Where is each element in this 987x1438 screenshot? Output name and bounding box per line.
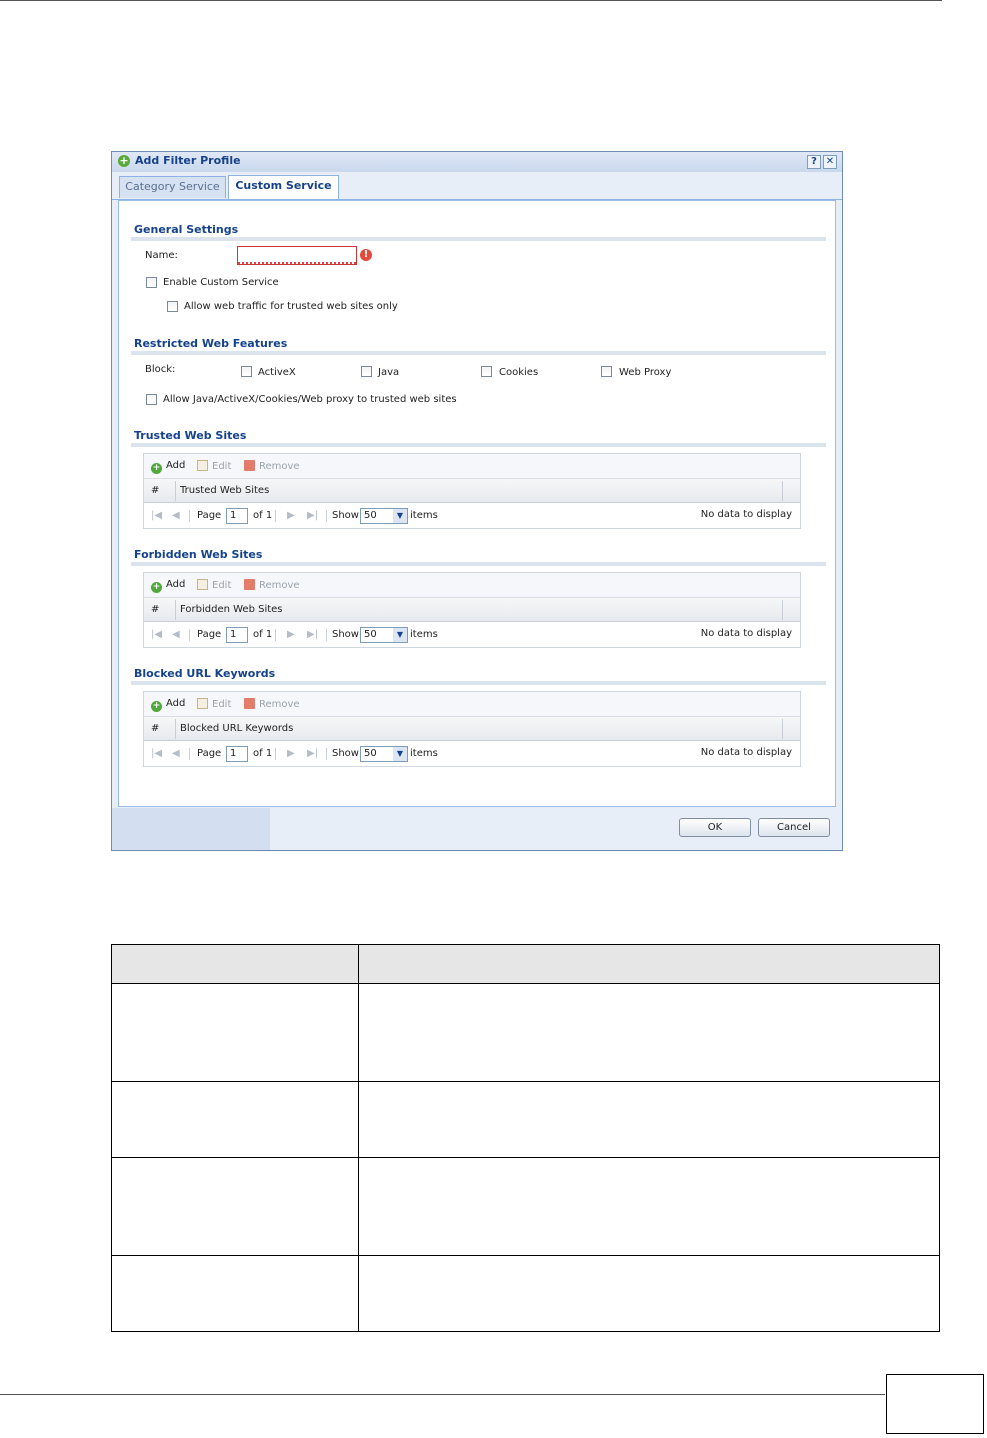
dialog-titlebar xyxy=(112,152,842,172)
column-separator xyxy=(782,600,783,620)
table-cell xyxy=(112,1158,359,1256)
grid-pager xyxy=(144,622,800,648)
table-cell xyxy=(112,1256,359,1332)
remove-button[interactable]: Remove xyxy=(244,460,300,472)
column-header-index: # xyxy=(151,723,160,734)
pager-separator xyxy=(275,748,276,760)
enable-custom-service-checkbox[interactable] xyxy=(146,277,157,288)
table-header-row xyxy=(112,945,940,984)
table-row xyxy=(112,1256,940,1332)
page-label: Page xyxy=(197,629,222,640)
tab-custom-service[interactable]: Custom Service xyxy=(228,175,339,199)
block-label: Block: xyxy=(145,364,176,375)
next-page-icon[interactable]: ▶ xyxy=(287,629,295,640)
table-header-cell xyxy=(112,945,359,984)
enable-custom-service-label: Enable Custom Service xyxy=(163,277,279,288)
section-title-blocked-url-keywords: Blocked URL Keywords xyxy=(134,667,276,680)
pager-separator xyxy=(275,629,276,641)
no-data-text: No data to display xyxy=(700,747,792,758)
cookies-checkbox[interactable] xyxy=(481,366,492,377)
edit-button[interactable]: Edit xyxy=(197,579,231,591)
pager-separator xyxy=(326,629,327,641)
chevron-down-icon: ▼ xyxy=(393,628,407,642)
web-proxy-label: Web Proxy xyxy=(619,367,672,378)
allow-trusted-only-label: Allow web traffic for trusted web sites only xyxy=(184,301,398,312)
prev-page-icon[interactable]: ◀ xyxy=(172,748,180,759)
column-header-index: # xyxy=(151,485,160,496)
trash-icon xyxy=(244,579,255,590)
tab-content-panel xyxy=(118,200,836,807)
first-page-icon[interactable]: |◀ xyxy=(151,748,163,759)
java-checkbox[interactable] xyxy=(361,366,372,377)
add-button[interactable]: + Add xyxy=(152,579,186,592)
last-page-icon[interactable]: ▶| xyxy=(307,510,319,521)
section-divider xyxy=(131,443,826,447)
add-icon: + xyxy=(152,463,161,473)
allow-trusted-only-checkbox[interactable] xyxy=(167,301,178,312)
column-header-blocked-url-keywords[interactable]: Blocked URL Keywords xyxy=(180,723,294,734)
cookies-label: Cookies xyxy=(499,367,539,378)
page-number-input[interactable]: 1 xyxy=(226,508,248,524)
edit-icon xyxy=(197,698,208,709)
page-number-input[interactable]: 1 xyxy=(226,627,248,643)
allow-features-trusted-label: Allow Java/ActiveX/Cookies/Web proxy to trusted web sites xyxy=(163,394,457,405)
pager-separator xyxy=(326,510,327,522)
add-profile-icon: + xyxy=(119,154,129,167)
page-count-label: of 1 xyxy=(253,748,273,759)
table-cell xyxy=(112,1082,359,1158)
items-label: items xyxy=(410,748,438,759)
blocked-url-keywords-grid xyxy=(143,691,801,767)
table-row xyxy=(112,984,940,1082)
pager-separator xyxy=(275,510,276,522)
page-label: Page xyxy=(197,510,222,521)
table-cell xyxy=(359,1256,940,1332)
chevron-down-icon: ▼ xyxy=(393,747,407,761)
column-separator xyxy=(782,481,783,501)
edit-icon xyxy=(197,579,208,590)
section-divider xyxy=(131,681,826,685)
java-label: Java xyxy=(378,367,400,378)
remove-button[interactable]: Remove xyxy=(244,579,300,591)
section-title-trusted-web-sites: Trusted Web Sites xyxy=(134,429,247,442)
web-proxy-checkbox[interactable] xyxy=(601,366,612,377)
chevron-down-icon: ▼ xyxy=(393,509,407,523)
edit-icon xyxy=(197,460,208,471)
trash-icon xyxy=(244,460,255,471)
table-row xyxy=(112,1158,940,1256)
show-label: Show xyxy=(332,629,359,640)
show-label: Show xyxy=(332,510,359,521)
column-separator xyxy=(782,719,783,739)
table-header-cell xyxy=(359,945,940,984)
add-filter-profile-dialog xyxy=(111,151,843,851)
page-footer-rule xyxy=(0,1394,885,1395)
page-size-select[interactable]: 50 ▼ xyxy=(360,746,408,762)
grid-header xyxy=(144,598,800,622)
trash-icon xyxy=(244,698,255,709)
cancel-button[interactable]: Cancel xyxy=(758,818,830,837)
grid-header xyxy=(144,717,800,741)
section-divider xyxy=(131,562,826,566)
edit-button[interactable]: Edit xyxy=(197,460,231,472)
prev-page-icon[interactable]: ◀ xyxy=(172,629,180,640)
grid-toolbar xyxy=(144,573,800,598)
column-header-trusted-web-sites[interactable]: Trusted Web Sites xyxy=(180,485,270,496)
column-header-index: # xyxy=(151,604,160,615)
edit-button[interactable]: Edit xyxy=(197,698,231,710)
ok-button[interactable]: OK xyxy=(679,818,751,837)
name-input[interactable] xyxy=(237,246,357,265)
grid-header xyxy=(144,479,800,503)
help-icon[interactable]: ? xyxy=(807,155,821,169)
column-separator xyxy=(175,600,176,620)
grid-pager xyxy=(144,741,800,767)
forbidden-web-sites-grid xyxy=(143,572,801,648)
items-label: items xyxy=(410,629,438,640)
column-header-forbidden-web-sites[interactable]: Forbidden Web Sites xyxy=(180,604,283,615)
column-separator xyxy=(175,719,176,739)
name-label: Name: xyxy=(145,250,178,261)
first-page-icon[interactable]: |◀ xyxy=(151,629,163,640)
remove-button[interactable]: Remove xyxy=(244,698,300,710)
activex-label: ActiveX xyxy=(258,367,296,378)
trusted-web-sites-grid xyxy=(143,453,801,529)
dialog-footer-panel xyxy=(112,808,270,850)
table-cell xyxy=(359,1082,940,1158)
add-button[interactable]: + Add xyxy=(152,460,186,473)
table-row xyxy=(112,1082,940,1158)
no-data-text: No data to display xyxy=(700,509,792,520)
table-cell xyxy=(359,1158,940,1256)
dialog-title: Add Filter Profile xyxy=(135,154,241,167)
pager-separator xyxy=(189,510,190,522)
page-label: Page xyxy=(197,748,222,759)
page-size-select[interactable]: 50 ▼ xyxy=(360,627,408,643)
allow-features-trusted-checkbox[interactable] xyxy=(146,394,157,405)
section-title-restricted-web-features: Restricted Web Features xyxy=(134,337,288,350)
page-count-label: of 1 xyxy=(253,510,273,521)
section-title-forbidden-web-sites: Forbidden Web Sites xyxy=(134,548,263,561)
add-icon: + xyxy=(152,701,161,711)
section-divider xyxy=(131,237,826,241)
grid-pager xyxy=(144,503,800,529)
add-button[interactable]: + Add xyxy=(152,698,186,711)
page-size-select[interactable]: 50 ▼ xyxy=(360,508,408,524)
activex-checkbox[interactable] xyxy=(241,366,252,377)
next-page-icon[interactable]: ▶ xyxy=(287,748,295,759)
page-header-rule xyxy=(0,0,942,1)
column-separator xyxy=(175,481,176,501)
tab-strip xyxy=(112,172,842,200)
show-label: Show xyxy=(332,748,359,759)
last-page-icon[interactable]: ▶| xyxy=(307,629,319,640)
table-cell xyxy=(112,984,359,1082)
page-number-box xyxy=(886,1374,984,1434)
section-title-general-settings: General Settings xyxy=(134,223,239,236)
close-icon[interactable]: ✕ xyxy=(823,155,837,169)
no-data-text: No data to display xyxy=(700,628,792,639)
tab-category-service[interactable]: Category Service xyxy=(119,176,226,198)
section-divider xyxy=(131,351,826,355)
first-page-icon[interactable]: |◀ xyxy=(151,510,163,521)
page-count-label: of 1 xyxy=(253,629,273,640)
pager-separator xyxy=(189,748,190,760)
grid-toolbar xyxy=(144,454,800,479)
add-icon: + xyxy=(152,582,161,592)
table-cell xyxy=(359,984,940,1082)
grid-toolbar xyxy=(144,692,800,717)
page-number-input[interactable]: 1 xyxy=(226,746,248,762)
description-table xyxy=(111,944,940,1332)
items-label: items xyxy=(410,510,438,521)
next-page-icon[interactable]: ▶ xyxy=(287,510,295,521)
last-page-icon[interactable]: ▶| xyxy=(307,748,319,759)
error-icon: ! xyxy=(360,249,372,261)
pager-separator xyxy=(189,629,190,641)
pager-separator xyxy=(326,748,327,760)
prev-page-icon[interactable]: ◀ xyxy=(172,510,180,521)
